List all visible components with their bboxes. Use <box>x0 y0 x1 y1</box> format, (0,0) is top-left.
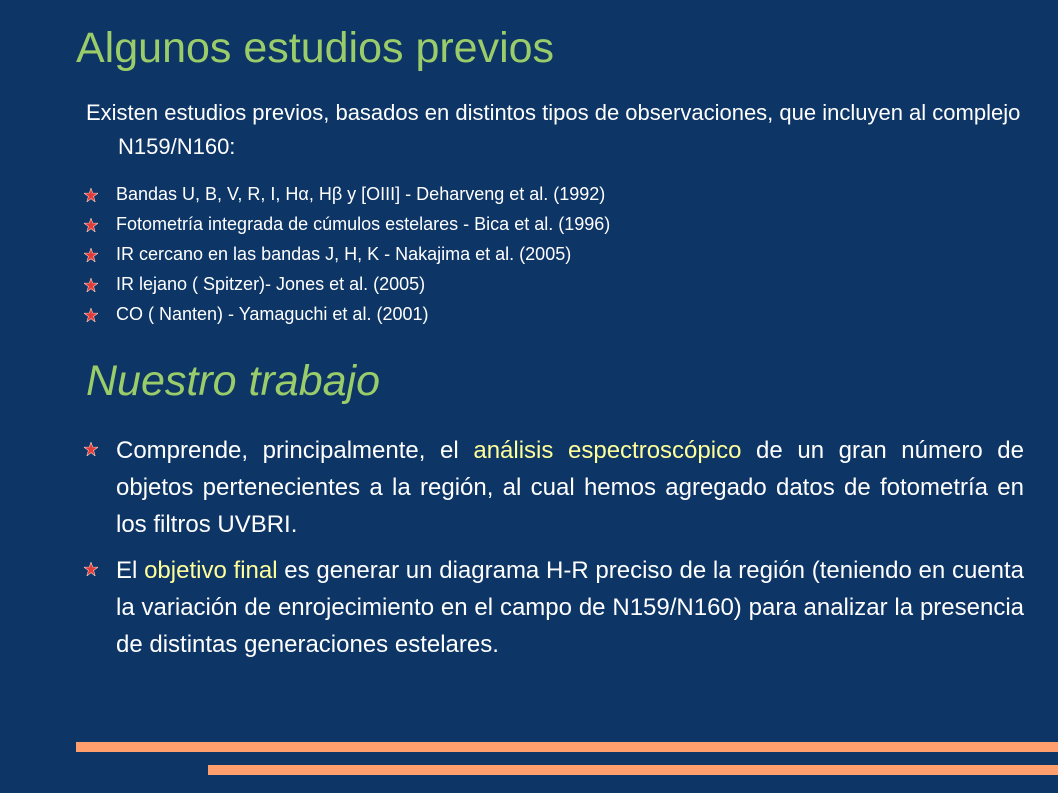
accent-bar-top <box>76 742 1058 752</box>
list-item <box>84 552 1024 663</box>
reference-text: Bandas U, B, V, R, I, Hα, Hβ y [OIII] - Deharveng et al. (1992) <box>116 184 606 204</box>
reference-text: IR lejano ( Spitzer)- Jones et al. (2005) <box>116 274 426 294</box>
star-bullet-icon <box>84 442 98 456</box>
star-bullet-icon <box>84 218 98 232</box>
list-item <box>84 179 610 209</box>
star-bullet-icon <box>84 248 98 262</box>
work-list <box>84 432 1024 672</box>
section-title: Nuestro trabajo <box>86 357 380 405</box>
work-highlight: objetivo final <box>144 557 278 584</box>
work-text-post: es generar un diagrama H-R preciso de la región (teniendo en cuenta la variación de enrojecimiento en el campo de N159/N160) para analizar la presencia de distintas generaciones estelares. <box>116 557 1025 658</box>
star-bullet-icon <box>84 562 98 576</box>
star-bullet-icon <box>84 188 98 202</box>
list-item <box>84 209 610 239</box>
work-highlight: análisis espectroscópico <box>473 437 742 464</box>
star-bullet-icon <box>84 278 98 292</box>
accent-bar-bottom <box>208 765 1058 775</box>
references-list <box>84 179 610 329</box>
reference-text: CO ( Nanten) - Yamaguchi et al. (2001) <box>116 304 429 324</box>
list-item <box>84 432 1024 543</box>
work-text-pre: Comprende, principalmente, el <box>116 437 474 464</box>
list-item <box>84 299 610 329</box>
list-item <box>84 269 610 299</box>
slide-title: Algunos estudios previos <box>76 24 555 72</box>
reference-text: Fotometría integrada de cúmulos estelares - Bica et al. (1996) <box>116 214 611 234</box>
work-text-pre: El <box>116 557 145 584</box>
list-item <box>84 239 610 269</box>
work-text-post: de un gran número de objetos pertenecientes a la región, al cual hemos agregado datos de fotometría en los filtros UVBRI. <box>116 437 1024 538</box>
reference-text: IR cercano en las bandas J, H, K - Nakajima et al. (2005) <box>116 244 572 264</box>
intro-paragraph: Existen estudios previos, basados en distintos tipos de observaciones, que incluyen al complejo N159/N160: <box>86 100 1021 159</box>
star-bullet-icon <box>84 308 98 322</box>
